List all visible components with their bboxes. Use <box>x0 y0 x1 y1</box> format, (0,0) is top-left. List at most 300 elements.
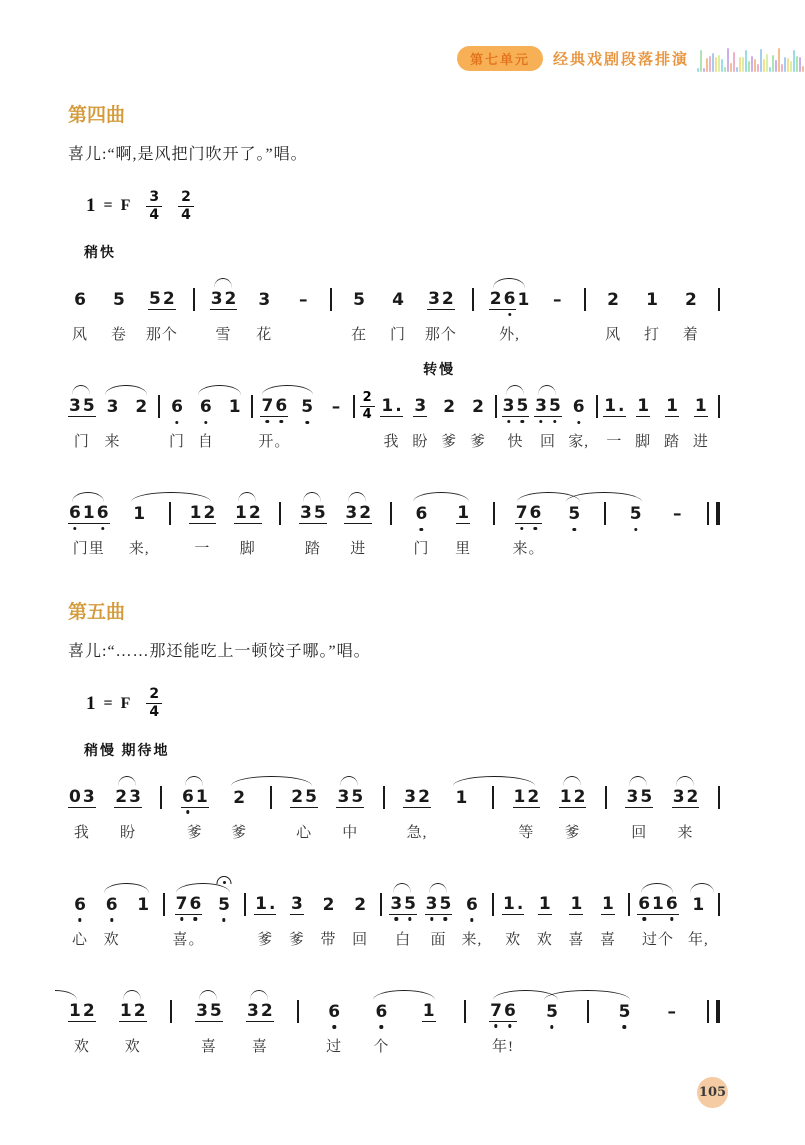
slur-arc <box>676 776 694 786</box>
barline <box>193 288 195 311</box>
note-glyphs <box>545 1000 559 1022</box>
note-token <box>253 893 277 946</box>
note-digit: 5 <box>353 290 365 311</box>
note-token <box>449 786 473 839</box>
wave-bar <box>733 52 735 72</box>
key-equals: = <box>103 694 113 712</box>
wave-bar <box>697 68 699 72</box>
note-token <box>223 395 247 448</box>
note-glyphs <box>380 395 402 417</box>
note-token <box>489 288 531 344</box>
lyric: 雪 <box>215 327 232 344</box>
note-glyphs <box>175 893 203 915</box>
slur-arc <box>563 776 581 786</box>
note-glyphs <box>603 395 625 417</box>
note-token <box>100 893 124 946</box>
note-token <box>567 395 591 451</box>
note-digit: 7 <box>490 1000 502 1021</box>
wave-bar <box>709 56 711 72</box>
lyric: 脚 <box>239 541 256 558</box>
note-digit: 7 <box>175 893 188 914</box>
lyric: 来, <box>128 541 150 558</box>
note-digit: 1 <box>513 786 526 807</box>
note-digit: 3 <box>535 396 548 417</box>
lyric: 欢 <box>536 931 553 948</box>
note-token <box>210 288 238 344</box>
lyric: 风 <box>605 327 622 344</box>
slur-arc <box>131 492 211 502</box>
note-digit: 6 <box>189 893 202 914</box>
note-digit: 2 <box>573 786 586 807</box>
note-digit: 2 <box>441 289 454 310</box>
lyric: 那个 <box>424 327 457 344</box>
lyric: 爹 <box>257 931 274 948</box>
lyric: 过 <box>326 1038 343 1055</box>
note-token <box>602 395 626 451</box>
note-token <box>545 288 569 341</box>
notation-container <box>68 242 720 558</box>
note-token <box>68 288 92 344</box>
notation-container <box>68 740 720 1053</box>
note-token <box>317 893 341 946</box>
wave-bar <box>763 59 765 72</box>
note-glyphs <box>322 893 336 915</box>
note-digit: . <box>268 893 276 914</box>
note-glyphs <box>105 893 119 915</box>
note-token <box>612 1000 636 1053</box>
lyric: 一 <box>194 541 211 558</box>
note-token <box>344 502 372 558</box>
barline <box>163 893 165 916</box>
note-digit: 5 <box>313 503 326 524</box>
note-token <box>145 288 178 344</box>
note-digit: 1 <box>381 396 394 417</box>
lyric: 在 <box>351 327 368 344</box>
note-glyphs <box>538 893 552 915</box>
note-token <box>68 1000 96 1053</box>
note-digit: 2 <box>291 786 304 807</box>
note-digit: 3 <box>129 786 141 807</box>
note-glyphs <box>691 893 705 915</box>
barline <box>604 502 606 525</box>
note-digit: 1 <box>119 1000 132 1021</box>
note-token <box>489 1000 517 1053</box>
meter-fraction: $\frac{3}{4}$ <box>146 190 162 222</box>
note-glyphs <box>199 395 213 417</box>
lyric: 开。 <box>258 434 291 451</box>
note-digit: 2 <box>686 786 699 807</box>
song-title: 第四曲 <box>68 105 126 126</box>
note-glyphs <box>606 288 620 310</box>
note-token <box>101 395 125 451</box>
note-glyphs <box>413 395 427 417</box>
wave-bar <box>730 63 732 72</box>
note-glyphs <box>181 786 209 808</box>
wave-bar <box>787 58 789 72</box>
note-glyphs <box>68 502 110 524</box>
note-token <box>689 395 713 451</box>
lyric: 打 <box>643 327 660 344</box>
key-signature-line <box>86 190 720 222</box>
wave-bar <box>742 57 744 72</box>
note-token <box>189 502 217 558</box>
note-digit: 3 <box>390 893 403 914</box>
note-digit: 5 <box>568 504 581 525</box>
note-glyphs <box>442 395 456 417</box>
note-digit: 2 <box>354 894 367 915</box>
note-token <box>347 288 371 344</box>
note-token <box>625 786 653 839</box>
note-token <box>172 893 204 946</box>
tempo-marking: 稍慢 期待地 <box>84 743 170 759</box>
note-token <box>380 395 404 451</box>
note-glyphs <box>353 893 367 915</box>
note-digit: 0 <box>69 786 81 807</box>
barline <box>628 893 630 916</box>
note-glyphs <box>666 1000 677 1022</box>
note-digit: 5 <box>301 397 314 418</box>
key-tonic: 1 <box>86 195 96 217</box>
note-digit: . <box>516 893 524 914</box>
note-digit: 1 <box>457 503 470 524</box>
note-token <box>466 395 490 451</box>
dialogue-line: 喜儿:“……那还能吃上一顿饺子哪。”唱。 <box>68 643 371 661</box>
note-digit: 1 <box>604 396 617 417</box>
wave-bar <box>748 61 750 72</box>
note-token <box>660 1000 684 1053</box>
note-token <box>389 893 417 946</box>
note-token <box>460 893 484 946</box>
note-digit: 2 <box>527 786 540 807</box>
note-glyphs <box>195 1000 223 1022</box>
note-glyphs <box>257 288 271 310</box>
lyric: 来 <box>677 824 694 841</box>
note-digit: 5 <box>149 289 161 310</box>
key-signature-line <box>86 687 720 719</box>
wave-bar <box>703 68 705 72</box>
note-digit: 5 <box>404 893 417 914</box>
lyric: 喜 <box>568 931 585 948</box>
note-digit: 6 <box>665 893 678 914</box>
note-glyphs <box>672 502 683 524</box>
barline <box>390 502 392 525</box>
wave-bar <box>784 57 786 72</box>
note-token <box>631 395 655 451</box>
note-token <box>246 1000 274 1053</box>
note-token <box>424 288 457 344</box>
lyric: 盼 <box>120 824 137 841</box>
note-digit: 2 <box>489 289 502 310</box>
lyric: 来 <box>104 434 121 451</box>
note-token <box>403 786 431 839</box>
wave-bar <box>796 56 798 72</box>
barline <box>605 786 607 809</box>
note-digit: – <box>331 397 341 418</box>
note-glyphs <box>502 395 530 417</box>
lyric: 卷 <box>110 327 127 344</box>
barline <box>718 786 720 809</box>
wave-bar <box>754 59 756 72</box>
note-digit: 3 <box>300 503 312 524</box>
slur-arc <box>506 385 524 395</box>
slur-arc <box>629 776 647 786</box>
note-digit: 2 <box>685 290 697 311</box>
wave-bar <box>739 57 741 72</box>
note-digit: 1 <box>570 893 583 914</box>
slur-arc <box>538 385 556 395</box>
note-glyphs <box>132 502 146 524</box>
note-digit: 5 <box>546 1001 558 1022</box>
barline <box>353 395 355 418</box>
note-token <box>322 1000 346 1053</box>
slur-arc <box>104 883 149 893</box>
note-token <box>227 786 251 839</box>
note-glyphs <box>672 786 700 808</box>
note-digit: 3 <box>502 396 515 417</box>
note-digit: 6 <box>638 893 651 914</box>
note-token <box>194 395 218 451</box>
note-token <box>502 395 530 451</box>
note-digit: 3 <box>404 786 417 807</box>
note-token <box>660 395 684 451</box>
slur-arc <box>348 492 366 502</box>
lyric: 爹 <box>288 931 305 948</box>
lyric: 盼 <box>412 434 429 451</box>
note-digit: 6 <box>503 289 516 310</box>
note-digit: 2 <box>233 787 246 808</box>
note-token <box>665 502 689 555</box>
note-token <box>68 786 96 839</box>
tempo-change-mark: 转慢 <box>423 363 456 379</box>
lyric: 踏 <box>663 434 680 451</box>
lyric: 门 <box>389 327 406 344</box>
note-digit: 6 <box>503 1000 516 1021</box>
note-token <box>624 502 648 555</box>
note-glyphs <box>534 395 562 417</box>
lyric: 过个 <box>641 931 674 948</box>
barline <box>464 1000 466 1023</box>
note-token <box>640 288 664 344</box>
note-digit: 6 <box>275 396 288 417</box>
note-glyphs <box>106 395 120 417</box>
note-glyphs <box>422 1000 436 1022</box>
note-glyphs <box>694 395 708 417</box>
note-glyphs <box>254 893 276 915</box>
note-digit: 3 <box>247 1000 259 1021</box>
note-digit: 5 <box>82 396 95 417</box>
note-token <box>195 1000 223 1053</box>
note-digit: . <box>395 396 402 417</box>
barline <box>270 786 272 809</box>
note-digit: 1 <box>652 893 664 914</box>
note-token <box>679 288 703 344</box>
wave-bar <box>751 56 753 72</box>
wave-bar <box>778 48 780 72</box>
note-digit: 3 <box>258 290 271 311</box>
note-digit: 6 <box>105 894 118 915</box>
note-token <box>119 1000 147 1053</box>
lyric: 快 <box>507 434 524 451</box>
note-glyphs <box>246 1000 274 1022</box>
lyric: 那个 <box>145 327 178 344</box>
note-token <box>533 893 557 946</box>
note-glyphs <box>513 786 541 808</box>
note-token <box>501 893 525 946</box>
note-digit: 5 <box>439 893 452 914</box>
note-token <box>258 395 291 451</box>
wave-bar <box>706 58 708 72</box>
slur-arc <box>176 883 230 893</box>
note-glyphs <box>684 288 698 310</box>
note-token <box>451 502 475 558</box>
note-token <box>165 395 189 451</box>
slur-arc <box>393 883 411 893</box>
slur-arc <box>429 883 447 893</box>
note-glyphs <box>344 502 372 524</box>
note-digit: 5 <box>640 786 653 807</box>
note-digit: 6 <box>171 397 183 418</box>
note-digit: 3 <box>337 786 350 807</box>
note-token <box>212 893 236 946</box>
barline <box>587 1000 589 1023</box>
note-digit: 1 <box>189 503 202 524</box>
note-glyphs <box>502 893 524 915</box>
note-token <box>299 502 327 558</box>
lyric: 爹 <box>231 824 248 841</box>
key-tonic: 1 <box>86 692 96 714</box>
note-digit: 6 <box>375 1001 388 1022</box>
note-token <box>348 893 372 946</box>
note-digit: 2 <box>359 503 372 524</box>
lyric: 我 <box>73 824 90 841</box>
slur-arc <box>250 990 268 1000</box>
note-digit: – <box>667 1001 676 1022</box>
note-token <box>534 395 562 451</box>
note-glyphs <box>427 288 455 310</box>
lyric: 等 <box>518 824 535 841</box>
note-glyphs <box>68 395 96 417</box>
notation-system <box>68 774 720 839</box>
note-glyphs <box>455 786 469 808</box>
slur-arc <box>72 492 104 502</box>
wave-bar <box>700 50 702 72</box>
note-glyphs <box>415 502 429 524</box>
wave-bar <box>772 55 774 72</box>
lyric: 心 <box>296 824 313 841</box>
lyric: 个 <box>373 1038 390 1055</box>
note-digit: 7 <box>261 396 274 417</box>
note-digit: 1 <box>195 786 208 807</box>
slur-arc <box>453 776 535 786</box>
note-glyphs <box>618 1000 632 1022</box>
note-digit: 6 <box>529 503 542 524</box>
note-token <box>559 786 587 839</box>
note-digit: 6 <box>572 397 585 418</box>
wave-bar <box>727 48 729 72</box>
note-token <box>290 786 318 839</box>
note-digit: 1 <box>692 894 705 915</box>
note-glyphs <box>515 502 543 524</box>
note-token <box>369 1000 393 1053</box>
note-glyphs <box>232 786 246 808</box>
barline <box>492 786 494 809</box>
note-token <box>285 893 309 946</box>
lyric: 回 <box>540 434 557 451</box>
song-section-four <box>68 100 720 558</box>
note-digit: 3 <box>672 786 685 807</box>
barline <box>383 786 385 809</box>
slur-arc <box>214 278 232 288</box>
note-digit: 3 <box>425 893 438 914</box>
slur-arc <box>72 385 90 395</box>
note-token <box>68 893 92 946</box>
note-token <box>291 288 315 341</box>
slur-arc <box>123 990 141 1000</box>
note-glyphs <box>112 288 126 310</box>
note-glyphs <box>636 395 650 417</box>
song-title: 第五曲 <box>68 602 126 624</box>
slur-arc <box>641 883 673 893</box>
note-digit: 5 <box>516 396 529 417</box>
note-digit: 1 <box>133 504 146 525</box>
note-glyphs <box>68 1000 96 1022</box>
note-token <box>409 502 433 558</box>
barline <box>160 786 162 809</box>
wave-bar <box>799 57 801 73</box>
final-barline <box>707 502 720 525</box>
note-glyphs <box>298 288 309 310</box>
wave-bar <box>712 53 714 72</box>
lyric: 里 <box>455 541 472 558</box>
note-glyphs <box>471 395 485 417</box>
time-signature-change: $\frac{2}{4}$ <box>360 391 375 421</box>
lyric: 回 <box>631 824 648 841</box>
lyric: 外, <box>499 327 520 344</box>
note-token <box>114 786 142 839</box>
note-digit: 1 <box>517 290 530 311</box>
note-digit: 3 <box>626 786 639 807</box>
note-glyphs <box>234 502 262 524</box>
note-token <box>127 502 151 558</box>
wave-bar <box>715 57 717 72</box>
lyric: 爹 <box>564 824 581 841</box>
note-glyphs <box>114 786 142 808</box>
note-digit: – <box>673 504 682 525</box>
lyric: 风 <box>71 327 88 344</box>
lyric: 喜 <box>251 1038 268 1055</box>
key-name: F <box>120 694 131 712</box>
note-token <box>324 395 348 448</box>
lyric: 欢 <box>124 1038 141 1055</box>
lyric: 爹 <box>469 434 486 451</box>
note-digit: 2 <box>82 1000 95 1021</box>
note-token <box>68 395 96 451</box>
lyric: 欢 <box>505 931 522 948</box>
note-digit: 3 <box>345 503 358 524</box>
note-digit: 3 <box>106 397 119 418</box>
page-header <box>457 44 805 72</box>
note-digit: 5 <box>351 786 364 807</box>
note-token <box>562 502 586 555</box>
note-digit: 2 <box>135 397 148 418</box>
note-digit: 3 <box>210 289 223 310</box>
barline <box>244 893 246 916</box>
page-number: 105 <box>697 1077 728 1108</box>
lyric: 门里 <box>72 541 105 558</box>
note-digit: 1 <box>422 1000 435 1021</box>
slur-arc <box>231 776 312 786</box>
lyric: 带 <box>320 931 337 948</box>
